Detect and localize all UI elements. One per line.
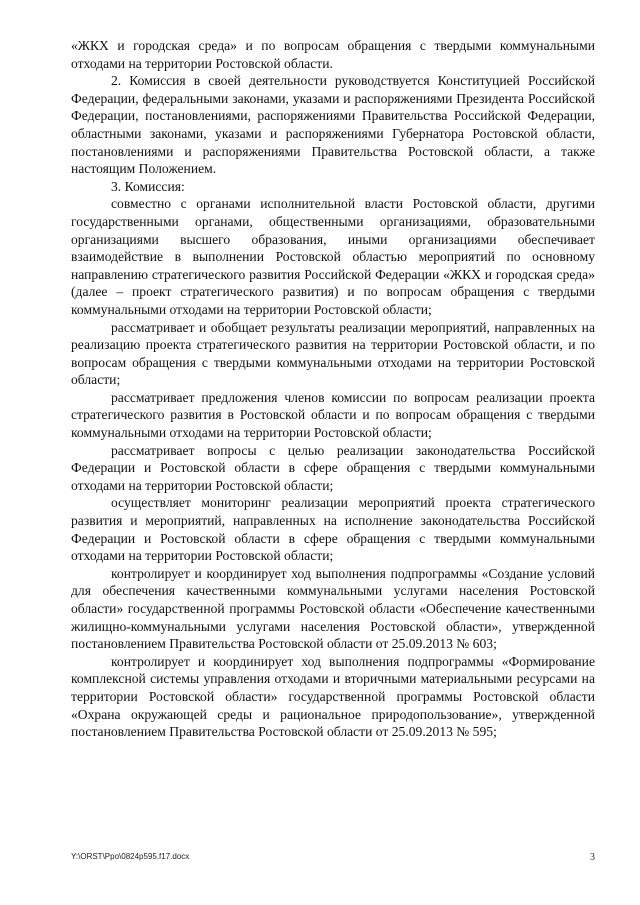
- paragraph-item-2: 2. Комиссия в своей деятельности руководствуется Конституцией Российской Федерации, федеральными законами, указами и распоряжениями Президента Российской Федерации, постановлениями, распоряжениями Правительства Российской Федерации, областными законами, указами и распоряжениями Губернатора Ростовской области, постановлениями и распоряжениями Правительства Ростовской области, а также настоящим Положением.: [71, 73, 595, 177]
- page-footer: [71, 852, 595, 866]
- paragraph-commission-duty: рассматривает вопросы с целью реализации законодательства Российской Федерации и Ростовской области в сфере обращения с твердыми коммунальными отходами на территории Ростовской области;: [71, 442, 595, 493]
- paragraph-continuation: «ЖКХ и городская среда» и по вопросам обращения с твердыми коммунальными отходами на территории Ростовской области.: [71, 38, 595, 71]
- paragraph-commission-duty: рассматривает предложения членов комиссии по вопросам реализации проекта стратегического развития в Ростовской области и по вопросам обращения с твердыми коммунальными отходами на территории Ростовской области;: [71, 389, 595, 441]
- document-body: [71, 37, 595, 741]
- paragraph-commission-duty: рассматривает и обобщает результаты реализации мероприятий, направленных на реализацию проекта стратегического развития на территории Ростовской области, и по вопросам обращения с твердыми коммунальными отходами на территории Ростовской области;: [71, 319, 595, 388]
- paragraph-commission-duty: контролирует и координирует ход выполнения подпрограммы «Создание условий для обеспечения качественными коммунальными услугами населения Ростовской области» государственной программы Ростовской области «Обеспечение качественными жилищно-коммунальными услугами населения Ростовской области», утвержденной постановлением Правительства Ростовской области от 25.09.2013 № 603;: [71, 565, 595, 652]
- paragraph-item-3-heading: 3. Комиссия:: [111, 178, 185, 194]
- page-number: 3: [590, 852, 595, 863]
- paragraph-commission-duty: совместно с органами исполнительной власти Ростовской области, другими государственными органами, общественными организациями, образовательными организациями высшего образования, иными организациями обеспечивает взаимодействие в выполнении Ростовской областью мероприятий по основному направлению стратегического развития Российской Федерации «ЖКХ и городская среда» (далее – проект стратегического развития) и по вопросам обращения с твердыми коммунальными отходами на территории Ростовской области;: [71, 196, 595, 317]
- footer-file-path: Y:\ORST\Ppo\0824p595.f17.docx: [71, 852, 190, 861]
- paragraph-commission-duty: контролирует и координирует ход выполнения подпрограммы «Формирование комплексной системы управления отходами и вторичными материальными ресурсами на территории Ростовской области» государственной программы Ростовской области «Охрана окружающей среды и рациональное природопользование», утвержденной постановлением Правительства Ростовской области от 25.09.2013 № 595;: [71, 653, 595, 740]
- paragraph-commission-duty: осуществляет мониторинг реализации мероприятий проекта стратегического развития и мероприятий, направленных на исполнение законодательства Российской Федерации и Ростовской области в сфере обращения с твердыми коммунальными отходами на территории Ростовской области;: [71, 495, 595, 564]
